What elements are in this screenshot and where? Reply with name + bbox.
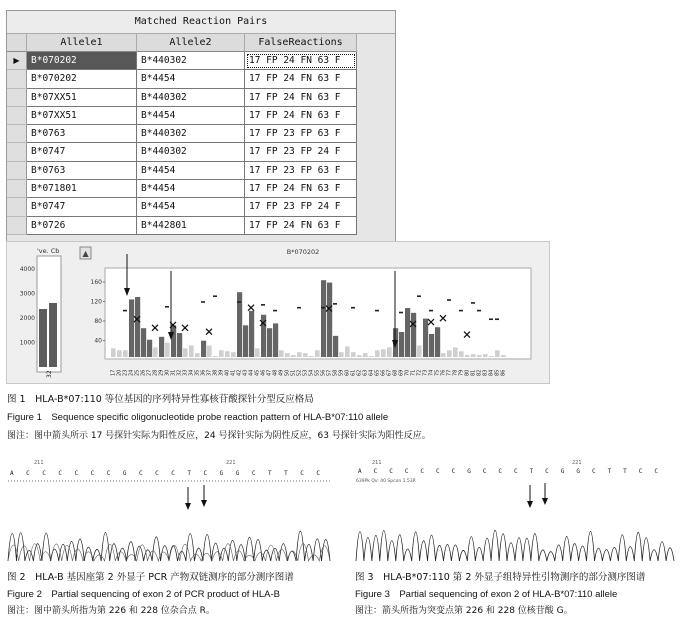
left-panel — [20, 247, 61, 378]
main-y-tick-label: 160 — [90, 279, 102, 286]
probe-bar — [303, 353, 308, 357]
probe-bar — [255, 348, 260, 357]
probe-bar — [207, 345, 212, 357]
probe-x-label: 39 — [218, 369, 225, 376]
false-reactions-cell[interactable]: 17 FP 24 FN 63 F — [245, 180, 357, 198]
table-row[interactable] — [7, 180, 395, 198]
threshold-mark — [261, 304, 265, 306]
allele1-cell[interactable]: B*0726 — [27, 217, 137, 235]
row-selector[interactable] — [7, 180, 27, 198]
threshold-mark — [471, 302, 475, 304]
threshold-mark — [297, 307, 301, 309]
fig3-sub-label: 639Pk Qv: 40 Spcon 1.53R — [356, 479, 416, 484]
probe-x-label: 36 — [200, 369, 207, 376]
column-header-false-reactions[interactable]: FalseReactions — [245, 34, 357, 52]
fig2-caption-cn: 图 2 HLA-B 基因座第 2 外显子 PCR 产物双链测序的部分测序图谱 — [7, 572, 294, 583]
threshold-mark — [477, 310, 481, 312]
probe-bar — [345, 346, 350, 357]
probe-x-label: 78 — [452, 369, 459, 376]
probe-x-label: 83 — [482, 369, 489, 376]
probe-bar — [267, 328, 272, 357]
probe-x-label: 50 — [284, 369, 291, 376]
probe-x-label: 45 — [254, 369, 261, 376]
probe-x-label: 63 — [362, 369, 369, 376]
probe-bar — [453, 347, 458, 357]
allele2-cell[interactable]: B*4454 — [137, 70, 245, 88]
fig3-position-221: 221 — [572, 460, 582, 466]
probe-x-label: 77 — [446, 369, 453, 376]
probe-bar — [123, 350, 128, 357]
probe-bar — [477, 355, 482, 357]
allele2-cell[interactable]: B*4454 — [137, 180, 245, 198]
fig3-base-calls: A C C C C C C G C C C T C G G C T T C C — [358, 468, 658, 475]
probe-x-label: 40 — [224, 369, 231, 376]
threshold-mark — [237, 301, 241, 303]
probe-bar — [435, 327, 440, 357]
probe-bar — [417, 345, 422, 357]
left-panel-title: 've. Cb — [37, 247, 60, 255]
row-selector-header — [7, 34, 27, 52]
probe-bar — [129, 299, 134, 357]
left-bar-1 — [39, 309, 47, 367]
table-row[interactable] — [7, 217, 395, 235]
threshold-mark — [489, 318, 493, 320]
probe-bar — [447, 350, 452, 357]
probe-bar — [201, 341, 206, 357]
column-header-allele1[interactable]: Allele1 — [27, 34, 137, 52]
column-header-allele2[interactable]: Allele2 — [137, 34, 245, 52]
probe-x-label: 38 — [212, 369, 219, 376]
probe-bar — [285, 353, 290, 357]
probe-bar — [501, 355, 506, 357]
false-reactions-cell[interactable]: 17 FP 24 FN 63 F — [245, 52, 357, 70]
chart-svg — [7, 242, 549, 383]
fig1-note: 图注：图中箭头所示 17 号探针实际为阳性反应，24 号探针实际为阴性反应，63 号探针实际为阳性反应。 — [7, 431, 431, 441]
false-reactions-cell[interactable]: 17 FP 24 FN 63 F — [245, 217, 357, 235]
probe-bar — [423, 319, 428, 357]
probe-bar — [231, 352, 236, 357]
probe-bar — [165, 343, 170, 357]
probe-bar — [141, 328, 146, 357]
false-reactions-cell[interactable]: 17 FP 24 FN 63 F — [245, 70, 357, 88]
probe-x-label: 33 — [182, 369, 189, 376]
probe-x-label: 67 — [386, 369, 393, 376]
main-y-ticks — [91, 279, 105, 345]
allele2-cell[interactable]: B*440302 — [137, 125, 245, 143]
main-panel-title: B*070202 — [286, 248, 320, 256]
false-reactions-cell[interactable]: 17 FP 23 FP 63 F — [245, 162, 357, 180]
main-y-tick-label: 40 — [94, 337, 102, 345]
probe-bar — [249, 311, 254, 357]
probe-x-label: 20 — [116, 369, 123, 376]
threshold-mark — [417, 295, 421, 297]
probe-x-label: 72 — [416, 369, 423, 376]
probe-bar — [273, 323, 278, 357]
table-row[interactable] — [7, 143, 395, 161]
probe-x-label: 28 — [152, 369, 159, 376]
fig2-note: 图注：图中箭头所指为第 226 和 228 位杂合点 R。 — [7, 606, 215, 616]
probe-x-label: 76 — [440, 369, 447, 376]
allele1-cell[interactable]: B*0763 — [27, 162, 137, 180]
probe-x-label: 61 — [350, 369, 357, 376]
fig2-position-211: 211 — [34, 460, 44, 466]
probe-x-label: 35 — [194, 369, 201, 376]
probe-x-label: 70 — [404, 369, 411, 376]
probe-bar — [375, 350, 380, 357]
probe-x-label: 26 — [140, 369, 147, 376]
main-y-tick-label: 80 — [94, 318, 102, 325]
probe-bar — [111, 348, 116, 357]
probe-bar — [291, 355, 296, 357]
probe-bar — [363, 353, 368, 357]
probe-bar — [429, 334, 434, 357]
probe-bar — [495, 350, 500, 357]
probe-bar — [357, 355, 362, 357]
probe-bar — [297, 352, 302, 357]
threshold-mark — [201, 301, 205, 303]
probe-x-label: 75 — [434, 369, 441, 376]
probe-bar — [483, 354, 488, 357]
row-selector[interactable] — [7, 70, 27, 88]
probe-x-label: 79 — [458, 369, 465, 376]
probe-x-label: 17 — [110, 369, 117, 376]
allele2-cell[interactable]: B*440302 — [137, 143, 245, 161]
probe-bar — [315, 350, 320, 357]
fig2-caption-en: Figure 2 Partial sequencing of exon 2 of PCR product of HLA-B — [7, 589, 281, 600]
probe-x-label: 23 — [122, 369, 129, 376]
threshold-mark — [459, 310, 463, 312]
table-row[interactable] — [7, 52, 395, 70]
probe-x-label: 54 — [308, 369, 315, 376]
probe-bar — [405, 308, 410, 357]
probe-bar — [213, 356, 218, 357]
table-title: Matched Reaction Pairs — [7, 11, 395, 34]
false-reactions-cell[interactable]: 17 FP 23 FP 63 F — [245, 125, 357, 143]
probe-bar — [195, 353, 200, 357]
allele2-cell[interactable]: B*4454 — [137, 107, 245, 125]
probe-x-label: 74 — [428, 369, 435, 376]
allele1-cell[interactable]: B*071801 — [27, 180, 137, 198]
fig2-arrows — [185, 485, 207, 510]
probe-x-label: 48 — [272, 369, 279, 376]
allele1-cell[interactable]: B*0747 — [27, 143, 137, 161]
probe-bar — [333, 336, 338, 357]
probe-x-label: 24 — [128, 369, 135, 376]
probe-bar — [219, 350, 224, 357]
probe-x-label: 80 — [464, 369, 471, 376]
probe-bar — [189, 345, 194, 357]
probe-x-label: 29 — [158, 369, 165, 376]
probe-bar — [465, 355, 470, 357]
table-body — [7, 52, 395, 235]
probe-bar — [147, 340, 152, 357]
probe-x-label: 47 — [266, 369, 273, 376]
probe-x-label: 84 — [488, 369, 495, 376]
fig3-caption-en: Figure 3 Partial sequencing of exon 2 of HLA-B*07:110 allele — [355, 589, 618, 600]
threshold-mark — [333, 303, 337, 305]
probe-x-label: 31 — [170, 369, 177, 376]
probe-x-label: 55 — [314, 369, 321, 376]
probe-bar — [339, 352, 344, 357]
probe-bar — [243, 325, 248, 357]
probe-x-label: 81 — [470, 369, 477, 376]
probe-x-label: 71 — [410, 369, 417, 376]
fig3-arrows — [527, 483, 548, 508]
probe-x-label: 58 — [332, 369, 339, 376]
fig2-base-calls: A C C C C C C G C C C T C G G C T T C C — [10, 470, 320, 477]
table-row[interactable] — [7, 107, 395, 125]
probe-x-label: 49 — [278, 369, 285, 376]
threshold-mark — [375, 310, 379, 312]
allele2-cell[interactable]: B*4454 — [137, 162, 245, 180]
threshold-mark — [165, 306, 169, 308]
table-row[interactable] — [7, 162, 395, 180]
fig3-position-211: 211 — [372, 460, 382, 466]
probe-bar — [489, 356, 494, 357]
left-y-tick-label: 1000 — [19, 339, 35, 347]
probe-bar — [387, 347, 392, 357]
probe-bar — [351, 352, 356, 357]
fig1-caption-en: Figure 1 Sequence specific oligonucleotide probe reaction pattern of HLA-B*07:110 allele — [7, 412, 389, 423]
probe-x-label: 64 — [368, 369, 375, 376]
threshold-mark — [213, 295, 217, 297]
allele1-cell[interactable]: B*07XX51 — [27, 107, 137, 125]
probe-x-label: 42 — [236, 369, 243, 376]
probe-bar — [225, 351, 230, 357]
allele1-cell[interactable]: B*07XX51 — [27, 89, 137, 107]
allele2-cell[interactable]: B*440302 — [137, 52, 245, 70]
fig1-caption-cn: 图 1 HLA-B*07:110 等位基因的序列特异性寡核苷酸探针分型反应格局 — [7, 394, 314, 405]
fig2-sequencing-trace — [4, 455, 336, 567]
row-selector[interactable] — [7, 198, 27, 216]
row-selector[interactable] — [7, 217, 27, 235]
threshold-mark — [351, 307, 355, 309]
false-reactions-cell[interactable]: 17 FP 23 FP 24 F — [245, 143, 357, 161]
threshold-mark — [273, 310, 277, 312]
main-y-tick-label: 120 — [90, 298, 102, 306]
threshold-mark — [321, 307, 325, 309]
probe-x-label: 43 — [242, 369, 249, 376]
scroll-left-icon: ▲ — [82, 249, 89, 258]
fig3-note: 图注：箭头所指为突变点第 226 和 228 位核苷酸 G。 — [355, 606, 573, 616]
row-selector[interactable] — [7, 162, 27, 180]
allele2-cell[interactable]: B*440302 — [137, 89, 245, 107]
row-selector[interactable] — [7, 125, 27, 143]
probe-x-label: 69 — [398, 369, 405, 376]
threshold-mark — [399, 312, 403, 314]
current-row-indicator-icon[interactable]: ▶ — [7, 52, 27, 70]
allele1-cell[interactable]: B*070202 — [27, 70, 137, 88]
table-row[interactable] — [7, 89, 395, 107]
left-y-ticks — [20, 266, 35, 347]
probe-bar — [153, 347, 158, 357]
probe-x-label: 46 — [260, 369, 267, 376]
fig3-chromatogram — [356, 530, 674, 561]
probe-bar — [279, 350, 284, 357]
probe-x-label: 30 — [164, 369, 171, 376]
probe-bar — [321, 280, 326, 357]
probe-x-label: 53 — [302, 369, 309, 376]
allele1-cell[interactable]: B*0747 — [27, 198, 137, 216]
probe-bar — [135, 297, 140, 357]
allele1-cell[interactable]: B*070202 — [27, 52, 137, 70]
probe-x-label: 41 — [230, 369, 237, 376]
fig3-caption-cn: 图 3 HLA-B*07:110 第 2 外显子组特异性引物测序的部分测序图谱 — [355, 572, 646, 583]
probe-bar — [381, 349, 386, 357]
probe-x-label: 62 — [356, 369, 363, 376]
allele2-cell[interactable]: B*4454 — [137, 198, 245, 216]
probe-bar — [117, 350, 122, 357]
matched-reaction-pairs-table — [6, 10, 396, 242]
left-y-tick-label: 2000 — [19, 315, 35, 322]
probe-x-label: 52 — [296, 369, 303, 376]
probe-x-label: 82 — [476, 369, 483, 376]
false-reactions-cell[interactable]: 17 FP 24 FN 63 F — [245, 89, 357, 107]
row-selector[interactable] — [7, 143, 27, 161]
probe-bar — [399, 332, 404, 357]
table-row[interactable] — [7, 70, 395, 88]
probe-bar — [327, 283, 332, 357]
probe-x-label: 51 — [290, 369, 297, 376]
probe-x-label: 60 — [344, 369, 351, 376]
probe-x-label: 65 — [374, 369, 381, 376]
probe-x-label: 34 — [188, 369, 195, 376]
false-reactions-cell[interactable]: 17 FP 24 FN 63 F — [245, 107, 357, 125]
threshold-mark — [447, 299, 451, 301]
probe-x-label: 37 — [206, 369, 213, 376]
fig2-chromatogram — [8, 531, 330, 561]
probe-x-label: 73 — [422, 369, 429, 376]
row-selector[interactable] — [7, 107, 27, 125]
probe-bar — [441, 353, 446, 357]
threshold-mark — [495, 318, 499, 320]
left-bar-2 — [49, 303, 57, 367]
left-y-tick-label: 4000 — [19, 266, 35, 273]
fig2-position-221: 221 — [226, 460, 236, 466]
threshold-mark — [429, 310, 433, 312]
probe-bar — [309, 356, 314, 357]
allele2-cell[interactable]: B*442801 — [137, 217, 245, 235]
threshold-mark — [123, 310, 127, 312]
probe-bar — [183, 348, 188, 357]
probe-x-label: 66 — [380, 369, 387, 376]
probe-bar — [369, 356, 374, 357]
probe-x-labels — [111, 370, 507, 376]
table-row[interactable] — [7, 125, 395, 143]
table-row[interactable] — [7, 198, 395, 216]
fig3-sequencing-trace — [352, 455, 682, 567]
probe-reaction-chart — [6, 241, 550, 384]
probe-x-label: 44 — [248, 369, 255, 376]
row-selector[interactable] — [7, 89, 27, 107]
probe-x-label: 86 — [500, 369, 507, 376]
probe-x-label: 56 — [320, 369, 327, 376]
probe-x-label: 57 — [326, 369, 333, 376]
probe-x-label: 32 — [176, 369, 183, 376]
probe-x-label: 85 — [494, 369, 501, 376]
left-y-tick-label: 3000 — [19, 290, 35, 298]
left-x-label: 32 — [46, 370, 53, 378]
probe-bar — [459, 351, 464, 357]
probe-bar — [171, 325, 176, 357]
probe-bar — [177, 333, 182, 357]
false-reactions-cell[interactable]: 17 FP 23 FP 24 F — [245, 198, 357, 216]
probe-x-label: 27 — [146, 369, 153, 376]
allele1-cell[interactable]: B*0763 — [27, 125, 137, 143]
probe-bar — [471, 354, 476, 357]
probe-bar — [411, 313, 416, 357]
probe-x-label: 68 — [392, 369, 399, 376]
probe-bar — [159, 337, 164, 357]
probe-x-label: 25 — [134, 369, 141, 376]
probe-x-label: 59 — [338, 369, 345, 376]
